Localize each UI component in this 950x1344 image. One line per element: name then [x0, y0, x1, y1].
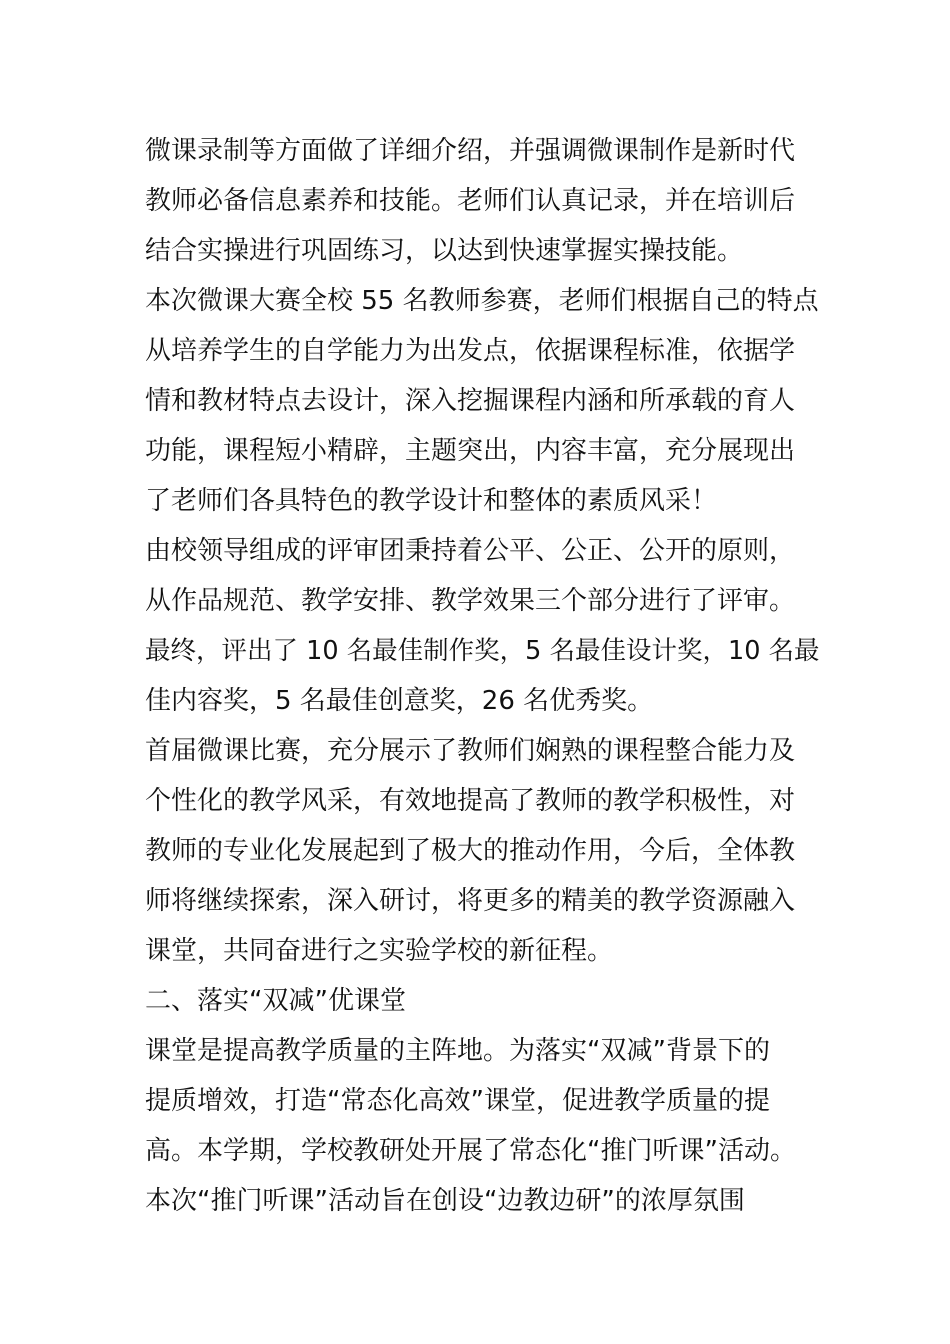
text-line-4: 本次微课大赛全校 55 名教师参赛，老师们根据自己的特点: [145, 286, 819, 316]
text-line-15: 教师的专业化发展起到了极大的推动作用，今后，全体教: [145, 836, 796, 866]
text-line-9: 由校领导组成的评审团秉持着公平、公正、公开的原则，: [145, 536, 796, 566]
text-line-12: 佳内容奖，5 名最佳创意奖，26 名优秀奖。: [145, 686, 654, 716]
text-line-7: 功能，课程短小精辟，主题突出，内容丰富，充分展现出: [145, 436, 796, 466]
text-line-1: 微课录制等方面做了详细介绍，并强调微课制作是新时代: [145, 136, 796, 166]
text-line-5: 从培养学生的自学能力为出发点，依据课程标准，依据学: [145, 336, 796, 366]
text-line-3: 结合实操进行巩固练习，以达到快速掌握实操技能。: [145, 236, 744, 266]
text-line-10: 从作品规范、教学安排、教学效果三个部分进行了评审。: [145, 586, 796, 616]
text-line-21: 高。本学期，学校教研处开展了常态化“推门听课”活动。: [145, 1136, 796, 1166]
section-heading: 二、落实“双减”优课堂: [145, 986, 406, 1016]
text-line-6: 情和教材特点去设计，深入挖掘课程内涵和所承载的育人: [145, 386, 796, 416]
text-line-11: 最终，评出了 10 名最佳制作奖，5 名最佳设计奖，10 名最: [145, 636, 820, 666]
text-line-17: 课堂，共同奋进行之实验学校的新征程。: [145, 936, 614, 966]
text-line-22: 本次“推门听课”活动旨在创设“边教边研”的浓厚氛围: [145, 1186, 745, 1216]
text-line-20: 提质增效，打造“常态化高效”课堂，促进教学质量的提: [145, 1086, 770, 1116]
text-line-13: 首届微课比赛，充分展示了教师们娴熟的课程整合能力及: [145, 736, 796, 766]
text-line-16: 师将继续探索，深入研讨，将更多的精美的教学资源融入: [145, 886, 796, 916]
text-line-14: 个性化的教学风采，有效地提高了教师的教学积极性，对: [145, 786, 796, 816]
text-line-19: 课堂是提高教学质量的主阵地。为落实“双减”背景下的: [145, 1036, 770, 1066]
text-line-8: 了老师们各具特色的教学设计和整体的素质风采！: [145, 486, 718, 516]
text-line-2: 教师必备信息素养和技能。老师们认真记录，并在培训后: [145, 186, 796, 216]
